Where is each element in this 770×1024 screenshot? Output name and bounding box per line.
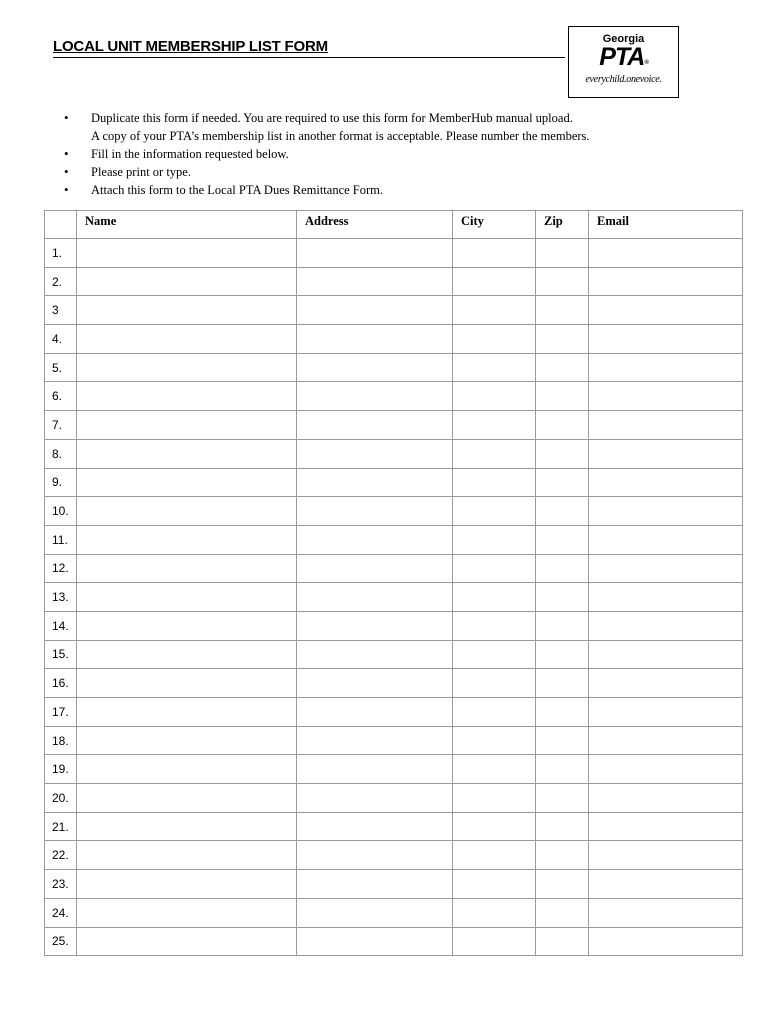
address-cell[interactable] — [297, 554, 453, 583]
table-row — [45, 755, 743, 784]
name-cell[interactable] — [77, 583, 297, 612]
instruction-line: • Attach this form to the Local PTA Dues Remittance Form. — [91, 183, 383, 197]
column-header-number — [45, 211, 77, 239]
address-cell[interactable] — [297, 611, 453, 640]
address-cell[interactable] — [297, 898, 453, 927]
email-cell[interactable] — [589, 525, 743, 554]
table-row — [45, 267, 743, 296]
zip-cell[interactable] — [536, 325, 589, 354]
address-cell[interactable] — [297, 726, 453, 755]
city-cell[interactable] — [453, 669, 536, 698]
city-cell[interactable] — [453, 870, 536, 899]
row-number: 1. — [45, 239, 77, 268]
table-row — [45, 841, 743, 870]
city-cell[interactable] — [453, 239, 536, 268]
city-cell[interactable] — [453, 411, 536, 440]
row-number: 9. — [45, 468, 77, 497]
zip-cell[interactable] — [536, 841, 589, 870]
logo-state-text: Georgia — [602, 33, 645, 45]
column-header-zip: Zip — [536, 211, 589, 239]
row-number: 16. — [45, 669, 77, 698]
email-cell[interactable] — [589, 784, 743, 813]
name-cell[interactable] — [77, 325, 297, 354]
city-cell[interactable] — [453, 325, 536, 354]
column-header-address: Address — [297, 211, 453, 239]
registered-mark: ® — [644, 60, 648, 66]
city-cell[interactable] — [453, 296, 536, 325]
row-number: 21. — [45, 812, 77, 841]
zip-cell[interactable] — [536, 296, 589, 325]
table-row — [45, 439, 743, 468]
email-cell[interactable] — [589, 353, 743, 382]
zip-cell[interactable] — [536, 353, 589, 382]
table-row — [45, 296, 743, 325]
member-rows — [45, 239, 743, 956]
row-number: 20. — [45, 784, 77, 813]
city-cell[interactable] — [453, 525, 536, 554]
table-row — [45, 382, 743, 411]
address-cell[interactable] — [297, 583, 453, 612]
table-row — [45, 870, 743, 899]
city-cell[interactable] — [453, 611, 536, 640]
city-cell[interactable] — [453, 583, 536, 612]
email-cell[interactable] — [589, 640, 743, 669]
city-cell[interactable] — [453, 439, 536, 468]
table-row — [45, 812, 743, 841]
zip-cell[interactable] — [536, 583, 589, 612]
row-number: 10. — [45, 497, 77, 526]
name-cell[interactable] — [77, 726, 297, 755]
zip-cell[interactable] — [536, 927, 589, 956]
name-cell[interactable] — [77, 898, 297, 927]
table-row — [45, 554, 743, 583]
email-cell[interactable] — [589, 382, 743, 411]
instruction-line: A copy of your PTA’s membership list in another format is acceptable. Please number the members. — [91, 129, 590, 143]
email-cell[interactable] — [589, 497, 743, 526]
name-cell[interactable] — [77, 439, 297, 468]
table-row — [45, 583, 743, 612]
table-row — [45, 611, 743, 640]
name-cell[interactable] — [77, 525, 297, 554]
instruction-item — [64, 181, 704, 199]
address-cell[interactable] — [297, 439, 453, 468]
email-cell[interactable] — [589, 239, 743, 268]
title-underline — [53, 57, 565, 58]
instruction-item — [64, 145, 704, 163]
address-cell[interactable] — [297, 468, 453, 497]
zip-cell[interactable] — [536, 611, 589, 640]
zip-cell[interactable] — [536, 669, 589, 698]
zip-cell[interactable] — [536, 755, 589, 784]
address-cell[interactable] — [297, 525, 453, 554]
row-number: 24. — [45, 898, 77, 927]
zip-cell[interactable] — [536, 554, 589, 583]
row-number: 3 — [45, 296, 77, 325]
zip-cell[interactable] — [536, 497, 589, 526]
zip-cell[interactable] — [536, 468, 589, 497]
email-cell[interactable] — [589, 296, 743, 325]
name-cell[interactable] — [77, 870, 297, 899]
email-cell[interactable] — [589, 870, 743, 899]
name-cell[interactable] — [77, 497, 297, 526]
address-cell[interactable] — [297, 411, 453, 440]
city-cell[interactable] — [453, 640, 536, 669]
email-cell[interactable] — [589, 411, 743, 440]
email-cell[interactable] — [589, 583, 743, 612]
email-cell[interactable] — [589, 267, 743, 296]
email-cell[interactable] — [589, 554, 743, 583]
row-number: 18. — [45, 726, 77, 755]
email-cell[interactable] — [589, 611, 743, 640]
name-cell[interactable] — [77, 669, 297, 698]
instruction-item — [64, 163, 704, 181]
row-number: 6. — [45, 382, 77, 411]
table-row — [45, 898, 743, 927]
zip-cell[interactable] — [536, 870, 589, 899]
logo-pta-mark — [569, 42, 678, 72]
georgia-pta-logo — [568, 26, 679, 98]
address-cell[interactable] — [297, 640, 453, 669]
email-cell[interactable] — [589, 669, 743, 698]
city-cell[interactable] — [453, 927, 536, 956]
instruction-line: • Duplicate this form if needed. You are required to use this form for MemberHub manual upload. — [91, 111, 573, 125]
column-header-name: Name — [77, 211, 297, 239]
address-cell[interactable] — [297, 239, 453, 268]
city-cell[interactable] — [453, 898, 536, 927]
address-cell[interactable] — [297, 927, 453, 956]
table-row — [45, 784, 743, 813]
zip-cell[interactable] — [536, 784, 589, 813]
column-header-city: City — [453, 211, 536, 239]
name-cell[interactable] — [77, 239, 297, 268]
row-number: 14. — [45, 611, 77, 640]
row-number: 12. — [45, 554, 77, 583]
city-cell[interactable] — [453, 497, 536, 526]
name-cell[interactable] — [77, 267, 297, 296]
address-cell[interactable] — [297, 497, 453, 526]
table-row — [45, 497, 743, 526]
page-title: LOCAL UNIT MEMBERSHIP LIST FORM — [53, 38, 328, 55]
email-cell[interactable] — [589, 841, 743, 870]
address-cell[interactable] — [297, 812, 453, 841]
city-cell[interactable] — [453, 554, 536, 583]
name-cell[interactable] — [77, 640, 297, 669]
name-cell[interactable] — [77, 611, 297, 640]
address-cell[interactable] — [297, 267, 453, 296]
email-cell[interactable] — [589, 439, 743, 468]
zip-cell[interactable] — [536, 525, 589, 554]
city-cell[interactable] — [453, 726, 536, 755]
zip-cell[interactable] — [536, 239, 589, 268]
table-row — [45, 640, 743, 669]
zip-cell[interactable] — [536, 640, 589, 669]
membership-table — [44, 210, 743, 956]
name-cell[interactable] — [77, 812, 297, 841]
city-cell[interactable] — [453, 812, 536, 841]
table-row — [45, 325, 743, 354]
name-cell[interactable] — [77, 554, 297, 583]
address-cell[interactable] — [297, 870, 453, 899]
zip-cell[interactable] — [536, 382, 589, 411]
address-cell[interactable] — [297, 698, 453, 727]
column-header-email: Email — [589, 211, 743, 239]
zip-cell[interactable] — [536, 726, 589, 755]
email-cell[interactable] — [589, 898, 743, 927]
row-number: 7. — [45, 411, 77, 440]
table-row — [45, 468, 743, 497]
name-cell[interactable] — [77, 353, 297, 382]
row-number: 15. — [45, 640, 77, 669]
row-number: 19. — [45, 755, 77, 784]
address-cell[interactable] — [297, 841, 453, 870]
email-cell[interactable] — [589, 698, 743, 727]
table-header-row — [45, 211, 743, 239]
city-cell[interactable] — [453, 267, 536, 296]
zip-cell[interactable] — [536, 698, 589, 727]
zip-cell[interactable] — [536, 267, 589, 296]
table-row — [45, 353, 743, 382]
email-cell[interactable] — [589, 726, 743, 755]
name-cell[interactable] — [77, 296, 297, 325]
row-number: 23. — [45, 870, 77, 899]
logo-tagline: everychild.onevoice. — [585, 74, 662, 85]
table-row — [45, 726, 743, 755]
table-row — [45, 239, 743, 268]
table-row — [45, 698, 743, 727]
instruction-item — [64, 109, 704, 145]
row-number: 13. — [45, 583, 77, 612]
email-cell[interactable] — [589, 325, 743, 354]
city-cell[interactable] — [453, 755, 536, 784]
city-cell[interactable] — [453, 353, 536, 382]
table-row — [45, 525, 743, 554]
city-cell[interactable] — [453, 698, 536, 727]
name-cell[interactable] — [77, 698, 297, 727]
instruction-line: • Please print or type. — [91, 165, 191, 179]
address-cell[interactable] — [297, 382, 453, 411]
address-cell[interactable] — [297, 784, 453, 813]
email-cell[interactable] — [589, 468, 743, 497]
zip-cell[interactable] — [536, 898, 589, 927]
row-number: 5. — [45, 353, 77, 382]
instructions-list — [64, 109, 704, 199]
address-cell[interactable] — [297, 669, 453, 698]
email-cell[interactable] — [589, 927, 743, 956]
table-row — [45, 411, 743, 440]
zip-cell[interactable] — [536, 439, 589, 468]
address-cell[interactable] — [297, 755, 453, 784]
city-cell[interactable] — [453, 841, 536, 870]
city-cell[interactable] — [453, 382, 536, 411]
address-cell[interactable] — [297, 353, 453, 382]
name-cell[interactable] — [77, 784, 297, 813]
row-number: 4. — [45, 325, 77, 354]
row-number: 17. — [45, 698, 77, 727]
logo-pta-text: PTA — [599, 43, 645, 71]
zip-cell[interactable] — [536, 812, 589, 841]
name-cell[interactable] — [77, 841, 297, 870]
address-cell[interactable] — [297, 325, 453, 354]
zip-cell[interactable] — [536, 411, 589, 440]
name-cell[interactable] — [77, 468, 297, 497]
row-number: 2. — [45, 267, 77, 296]
row-number: 22. — [45, 841, 77, 870]
instruction-line: • Fill in the information requested below. — [91, 147, 289, 161]
address-cell[interactable] — [297, 296, 453, 325]
row-number: 8. — [45, 439, 77, 468]
row-number: 11. — [45, 525, 77, 554]
name-cell[interactable] — [77, 755, 297, 784]
name-cell[interactable] — [77, 411, 297, 440]
city-cell[interactable] — [453, 468, 536, 497]
table-row — [45, 927, 743, 956]
city-cell[interactable] — [453, 784, 536, 813]
name-cell[interactable] — [77, 382, 297, 411]
name-cell[interactable] — [77, 927, 297, 956]
email-cell[interactable] — [589, 755, 743, 784]
row-number: 25. — [45, 927, 77, 956]
email-cell[interactable] — [589, 812, 743, 841]
table-row — [45, 669, 743, 698]
